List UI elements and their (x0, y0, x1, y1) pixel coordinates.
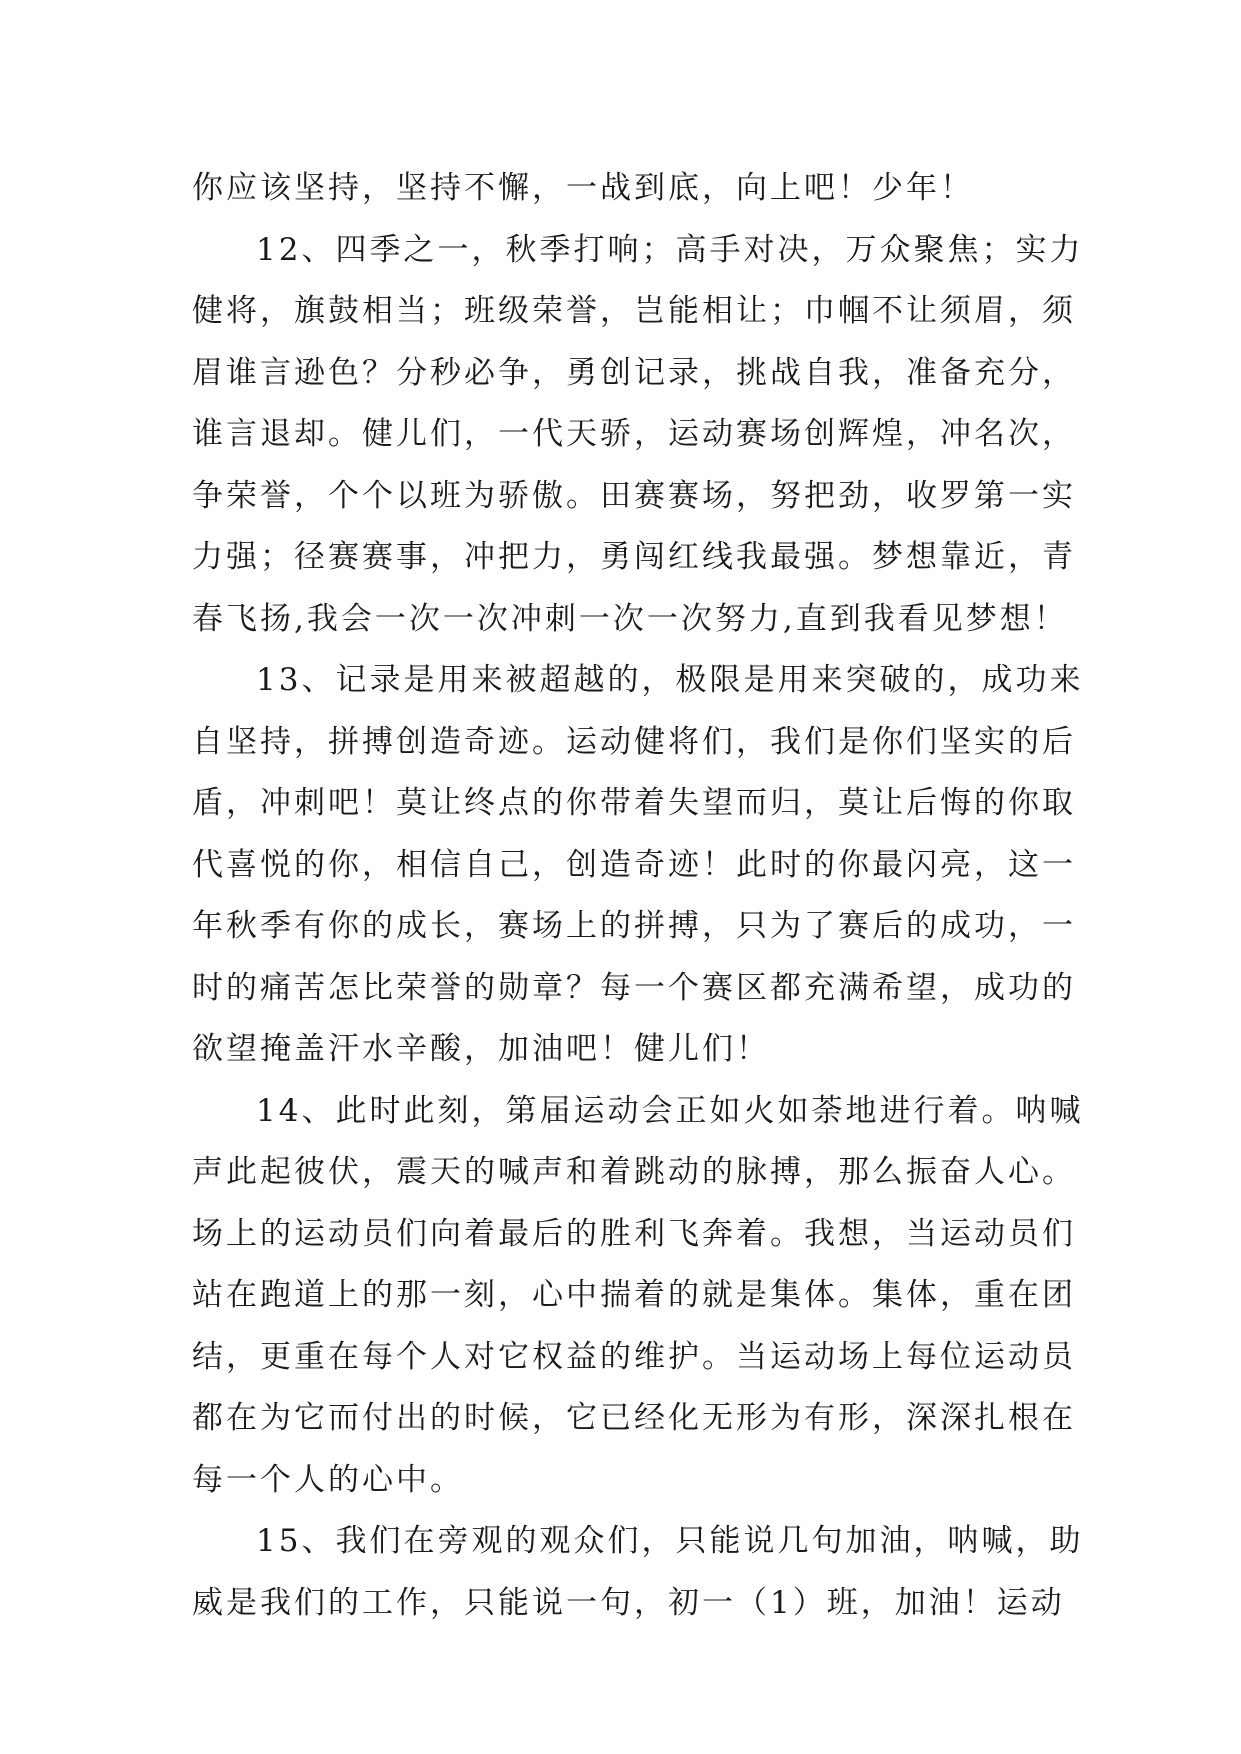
text-line: 健将，旗鼓相当；班级荣誉，岂能相让；巾帼不让须眉，须 (192, 293, 1076, 329)
text-line: 13、记录是用来被超越的，极限是用来突破的，成功来 (256, 662, 1084, 698)
text-line: 谁言退却。健儿们，一代天骄，运动赛场创辉煌，冲名次， (192, 416, 1076, 452)
text-line: 欲望掩盖汗水辛酸，加油吧！健儿们！ (192, 1031, 770, 1067)
text-line: 眉谁言逊色？分秒必争，勇创记录，挑战自我，准备充分， (192, 354, 1076, 391)
text-line: 14、此时此刻，第届运动会正如火如荼地进行着。呐喊 (256, 1092, 1084, 1129)
text-line: 12、四季之一，秋季打响；高手对决，万众聚焦；实力 (256, 231, 1084, 268)
text-line: 代喜悦的你，相信自己，创造奇迹！此时的你最闪亮，这一 (192, 846, 1076, 883)
text-line: 15、我们在旁观的观众们，只能说几句加油，呐喊，助 (256, 1523, 1084, 1559)
text-line: 争荣誉，个个以班为骄傲。田赛赛场，努把劲，收罗第一实 (192, 477, 1076, 514)
text-line: 年秋季有你的成长，赛场上的拼搏，只为了赛后的成功，一 (192, 908, 1076, 944)
text-line: 结，更重在每个人对它权益的维护。当运动场上每位运动员 (192, 1338, 1076, 1375)
text-line: 你应该坚持，坚持不懈，一战到底，向上吧！少年！ (192, 170, 974, 206)
text-line: 威是我们的工作，只能说一句，初一（1）班，加油！运动 (192, 1584, 1065, 1621)
text-line: 自坚持，拼搏创造奇迹。运动健将们，我们是你们坚实的后 (192, 723, 1076, 760)
text-line: 盾，冲刺吧！莫让终点的你带着失望而归，莫让后悔的你取 (192, 785, 1076, 821)
text-line: 站在跑道上的那一刻，心中揣着的就是集体。集体，重在团 (192, 1277, 1076, 1313)
text-line: 每一个人的心中。 (192, 1461, 464, 1498)
text-line: 声此起彼伏，震天的喊声和着跳动的脉搏，那么振奋人心。 (192, 1154, 1076, 1190)
text-line: 春飞扬,我会一次一次冲刺一次一次努力,直到我看见梦想！ (192, 600, 1068, 637)
document-body (192, 158, 1084, 1634)
text-line: 力强；径赛赛事，冲把力，勇闯红线我最强。梦想靠近，青 (192, 539, 1076, 575)
text-line: 都在为它而付出的时候，它已经化无形为有形，深深扎根在 (192, 1400, 1076, 1436)
text-line: 场上的运动员们向着最后的胜利飞奔着。我想，当运动员们 (192, 1215, 1076, 1252)
text-line: 时的痛苦怎比荣誉的勋章？每一个赛区都充满希望，成功的 (192, 969, 1076, 1006)
